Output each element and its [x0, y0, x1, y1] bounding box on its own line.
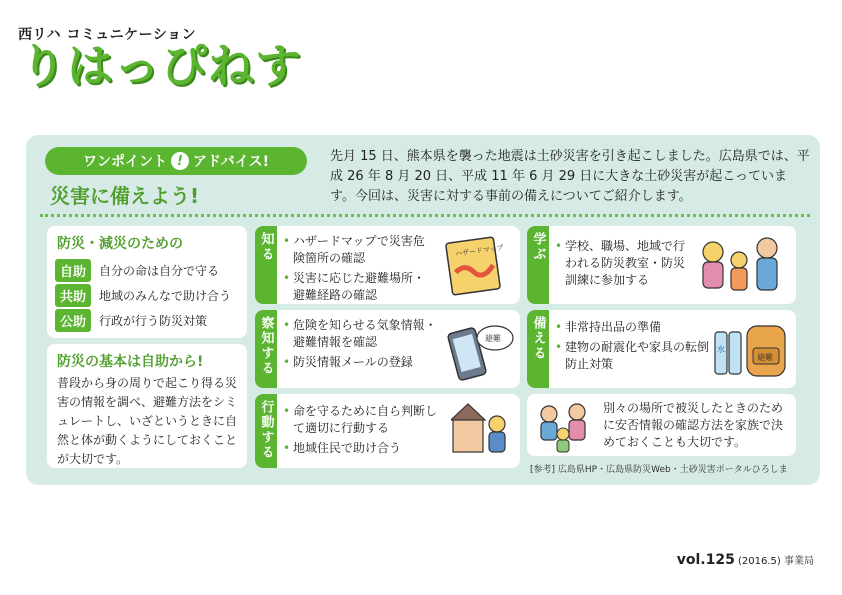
mutual-help-text: 地域のみんなで助け合う [99, 289, 232, 303]
prevention-row [55, 284, 231, 307]
badge-label-right: アドバイス! [193, 154, 269, 170]
newsletter-title: りはっぴねす [20, 39, 302, 93]
one-point-advice-badge [45, 147, 307, 175]
self-help-tag: 自助 [55, 259, 91, 282]
list-item: • 学校、職場、地域で行われる防災教室・防災訓練に参加する [555, 238, 695, 289]
detect-list [283, 317, 443, 374]
prevention-card [47, 226, 247, 338]
intro-paragraph: 先月 15 日、熊本県を襲った地震は土砂災害を引き起こしました。広島県では、平成 26 年 8 月 20 日、平成 11 年 6 月 29 日に大きな土砂災害が起こっています。今回は、災害に対する事前の備えについてご紹介します。 [330, 149, 810, 204]
self-help-text: 自分の命は自分で守る [99, 264, 220, 278]
basics-heading: 防災の基本は自助から! [57, 354, 204, 370]
prevention-row [55, 259, 219, 282]
prevention-row [55, 309, 207, 332]
exclamation-icon: ! [171, 152, 189, 170]
list-item: • 命を守るために自ら判断して適切に行動する [283, 403, 448, 437]
list-item: • 非常持出品の準備 [555, 319, 715, 336]
evacuation-illustration [451, 398, 515, 464]
newsletter-subtitle: 西リハ コミュニケーション [18, 27, 197, 43]
badge-label-left: ワンポイント [83, 154, 168, 170]
list-item: • 地域住民で助け合う [283, 440, 448, 457]
basics-card [47, 344, 247, 468]
prepare-card [527, 310, 796, 388]
prevention-heading: 防災・減災のための [57, 236, 183, 252]
prepare-list [555, 319, 715, 376]
detect-label: 察知する [255, 310, 277, 388]
emergency-kit-illustration [711, 314, 791, 384]
detect-card [255, 310, 520, 388]
learn-card [527, 226, 796, 304]
list-item: • 建物の耐震化や家具の転倒防止対策 [555, 339, 715, 373]
department: 事業局 [784, 556, 814, 567]
basics-text: 普段から身の周りで起こり得る災害の情報を調べ、避難方法をシミュレートし、いざというときに自然と体が動くようにしておくことが大切です。 [57, 376, 238, 466]
family-card [527, 394, 796, 456]
public-help-tag: 公助 [55, 309, 91, 332]
disaster-drill-illustration [697, 230, 791, 300]
hazard-map-illustration [443, 232, 513, 298]
act-card [255, 394, 520, 468]
list-item: • ハザードマップで災害危険箇所の確認 [283, 233, 433, 267]
mutual-help-tag: 共助 [55, 284, 91, 307]
act-label: 行動する [255, 394, 277, 468]
public-help-text: 行政が行う防災対策 [99, 314, 208, 328]
water-bottle-label: 水 [717, 345, 725, 354]
act-list [283, 403, 448, 460]
hazard-map-label: ハザードマップ [454, 243, 505, 259]
know-label: 知る [255, 226, 277, 304]
list-item: • 危険を知らせる気象情報・避難情報を確認 [283, 317, 443, 351]
learn-label: 学ぶ [527, 226, 549, 304]
list-item: • 防災情報メールの登録 [283, 354, 443, 371]
know-list [283, 233, 433, 307]
prepare-label: 備える [527, 310, 549, 388]
reference-note: [参考] 広島県HP・広島県防災Web・土砂災害ポータルひろしま [530, 465, 788, 475]
smartphone-alert-illustration [445, 316, 515, 382]
issue-date: (2016.5) [738, 556, 781, 567]
know-card [255, 226, 520, 304]
family-illustration [533, 398, 597, 454]
learn-list [555, 238, 695, 292]
issue-footer [677, 552, 814, 568]
emergency-bag-label: 避難 [757, 353, 773, 362]
volume-number: vol.125 [676, 552, 735, 568]
phone-alert-label: 避難 [485, 334, 501, 343]
section-heading: 災害に備えよう! [50, 184, 200, 208]
list-item: • 災害に応じた避難場所・避難経路の確認 [283, 270, 433, 304]
dotted-divider [40, 214, 810, 217]
family-text: 別々の場所で被災したときのために安否情報の確認方法を家族で決めておくことも大切です。 [603, 401, 784, 449]
